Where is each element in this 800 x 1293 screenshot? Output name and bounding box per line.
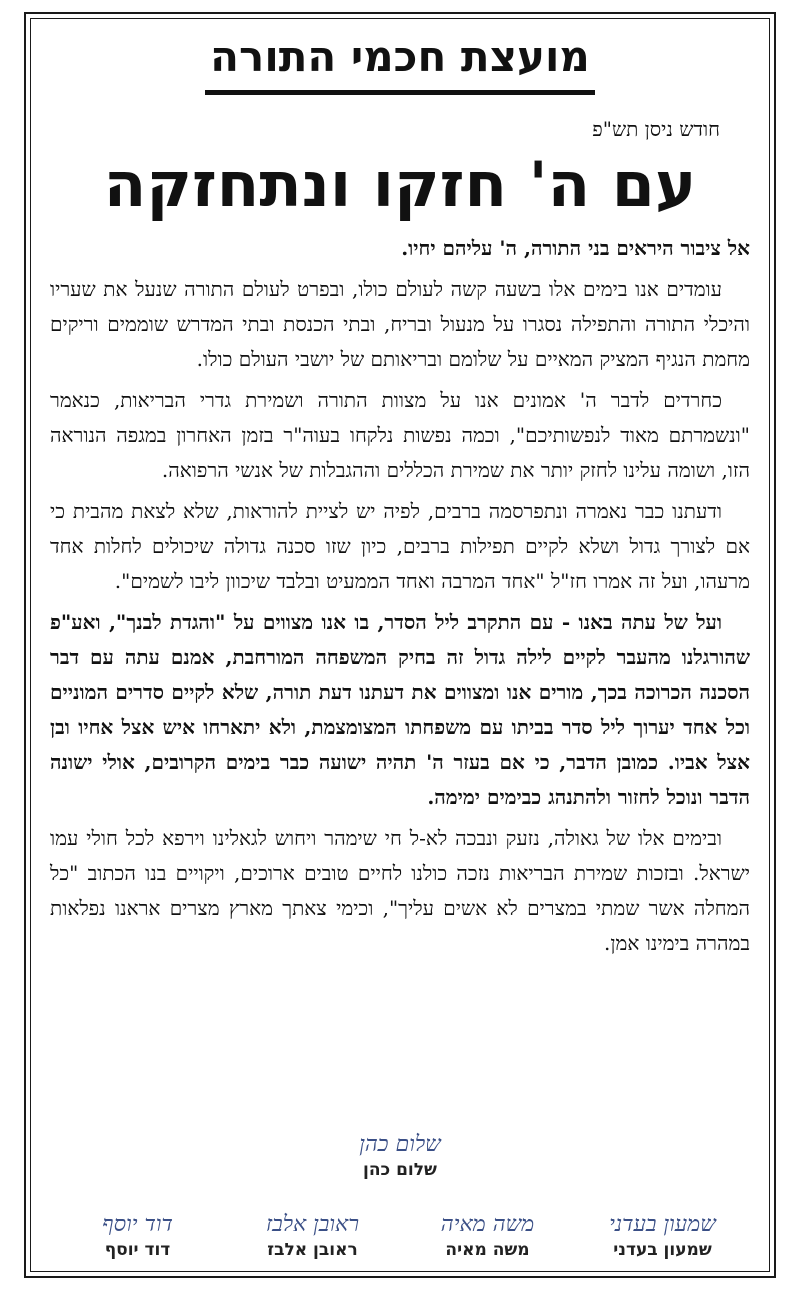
title-underline xyxy=(205,90,595,95)
signatures xyxy=(50,1130,750,1280)
headline: עם ה' חזקו ונתחזקה xyxy=(103,148,697,221)
signatory-name: משה מאיה xyxy=(445,1240,530,1260)
signature-block xyxy=(238,1210,388,1260)
paragraph-2: כחרדים לדבר ה' אמונים אנו על מצוות התורה ושמירת גדרי הבריאות, כנאמר "ונשמרתם מאוד לנפשותיכם", וכמה נפשות נלקחו בעוה"ר בזמן האחרון במגפה הנוראה הזו, ושומה עלינו לחזק יותר את שמירת הכללים וההגבלות של אנשי הרפואה. xyxy=(50,388,750,482)
handwritten-signature: ראובן אלבז xyxy=(265,1212,360,1237)
handwritten-signature: שלום כהן xyxy=(359,1132,441,1157)
address-line: אל ציבור היראים בני התורה, ה' עליהם יחיו. xyxy=(401,236,750,260)
paragraph-1: עומדים אנו בימים אלו בשעה קשה לעולם כולו, ובפרט לעולם התורה שנעל את שעריו והיכלי התורה והתפילה נסגרו על מנעול ובריח, ובתי הכנסת ובתי המדרש שוממים וריקים מחמת הנגיף המציק המאיים על שלומם ובריאותם של יושבי העולם כולו. xyxy=(50,277,750,371)
paragraph-3: ודעתנו כבר נאמרה ונתפרסמה ברבים, לפיה יש לציית להוראות, שלא לצאת מהבית כי אם לצורך גדול ושלא לקיים תפילות ברבים, כיון שזו סכנה גדולה שיכולים לחלות אחד מרעהו, ועל זה אמרו חז"ל "אחד המרבה ואחד הממעיט ובלבד שיכוון ליבו לשמים". xyxy=(50,499,750,593)
handwritten-signature: דוד יוסף xyxy=(102,1212,173,1237)
signature-block xyxy=(50,1130,750,1180)
signatory-name: ראובן אלבז xyxy=(267,1240,358,1260)
date-line: חודש ניסן תש"פ xyxy=(592,117,720,141)
document xyxy=(50,30,750,1260)
signatory-name: דוד יוסף xyxy=(104,1240,171,1260)
signature-block xyxy=(63,1210,213,1260)
signatory-name: שלום כהן xyxy=(363,1160,437,1180)
handwritten-signature: שמעון בעדני xyxy=(609,1212,716,1237)
signature-block xyxy=(413,1210,563,1260)
signatory-name: שמעון בעדני xyxy=(613,1240,712,1260)
signature-row xyxy=(50,1210,750,1260)
paragraph-5: ובימים אלו של גאולה, נזעק ונבכה לא-ל חי שימהר ויחוש לגאלינו וירפא לכל חולי עמו ישראל. ובזכות שמירת הבריאות נזכה כולנו לחיים טובים ארוכים, ויקויים בנו הכתוב "כל המחלה אשר שמתי במצרים לא אשים עליך", וכימי צאתך מארץ מצרים אראנו נפלאות במהרה בימינו אמן. xyxy=(50,826,750,955)
handwritten-signature: משה מאיה xyxy=(440,1212,535,1237)
paragraph-4: ועל של עתה באנו - עם התקרב ליל הסדר, בו אנו מצווים על "והגדת לבנך", ואע"פ שהורגלנו מהעבר לקיים לילה גדול זה בחיק המשפחה המורחבת, אמנם עתה עם דבר הסכנה הכרוכה בכך, מורים אנו ומצווים את דעתנו דעת תורה, שלא לקיים סדרים המוניים וכל אחד יערוך ליל סדר בביתו עם משפחתו המצומצמת, ולא יתארחו איש אצל אחיו ובן אצל אביו. כמובן הדבר, כי אם בעזר ה' תהיה ישועה כבר בימים הקרובים, אולי ישונה הדבר ונוכל לחזור ולהתנהג כבימים ימימה. xyxy=(50,610,750,809)
signature-block xyxy=(588,1210,738,1260)
council-title: מועצת חכמי התורה xyxy=(210,32,590,81)
